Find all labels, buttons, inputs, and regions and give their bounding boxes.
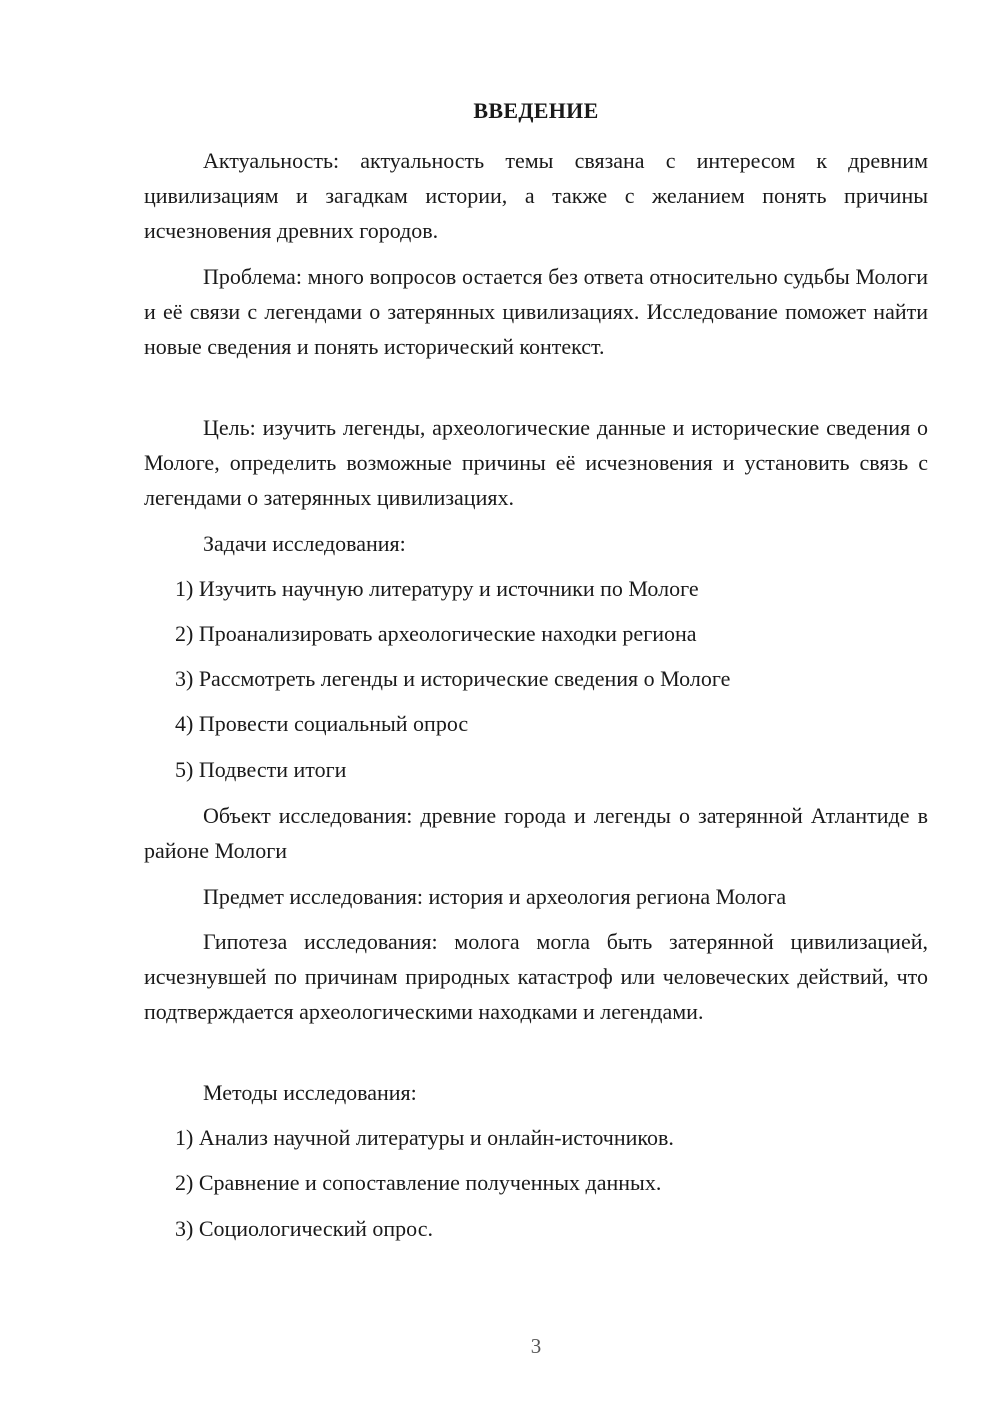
task-item: 2) Проанализировать археологические находки региона [175, 621, 697, 646]
problem-paragraph: Проблема: много вопросов остается без ответа относительно судьбы Мологи и её связи с легендами о затерянных цивилизациях. Исследование поможет найти новые сведения и понять исторический контекст. [144, 264, 928, 359]
object-paragraph: Объект исследования: древние города и легенды о затерянной Атлантиде в районе Мологи [144, 803, 928, 863]
hypothesis-paragraph: Гипотеза исследования: молога могла быть затерянной цивилизацией, исчезнувшей по причинам природных катастроф или человеческих действий, что подтверждается археологическими находками и легендами. [144, 929, 928, 1024]
method-item: 1) Анализ научной литературы и онлайн-источников. [175, 1125, 674, 1150]
section-title: ВВЕДЕНИЕ [473, 98, 599, 123]
task-item: 1) Изучить научную литературу и источники по Мологе [175, 576, 699, 601]
task-item: 4) Провести социальный опрос [175, 711, 469, 736]
task-item: 3) Рассмотреть легенды и исторические сведения о Мологе [175, 666, 731, 691]
relevance-paragraph: Актуальность: актуальность темы связана с интересом к древним цивилизациям и загадкам истории, а также с желанием понять причины исчезновения древних городов. [144, 148, 928, 243]
task-item: 5) Подвести итоги [175, 757, 347, 782]
page-number: 3 [530, 1334, 542, 1358]
tasks-heading: Задачи исследования: [203, 531, 406, 556]
method-item: 2) Сравнение и сопоставление полученных данных. [175, 1170, 662, 1195]
method-item: 3) Социологический опрос. [175, 1216, 433, 1241]
methods-heading: Методы исследования: [203, 1080, 417, 1105]
goal-paragraph: Цель: изучить легенды, археологические данные и исторические сведения о Мологе, определить возможные причины её исчезновения и установить связь с легендами о затерянных цивилизациях. [144, 415, 928, 510]
subject-paragraph: Предмет исследования: история и археология региона Молога [203, 884, 787, 909]
